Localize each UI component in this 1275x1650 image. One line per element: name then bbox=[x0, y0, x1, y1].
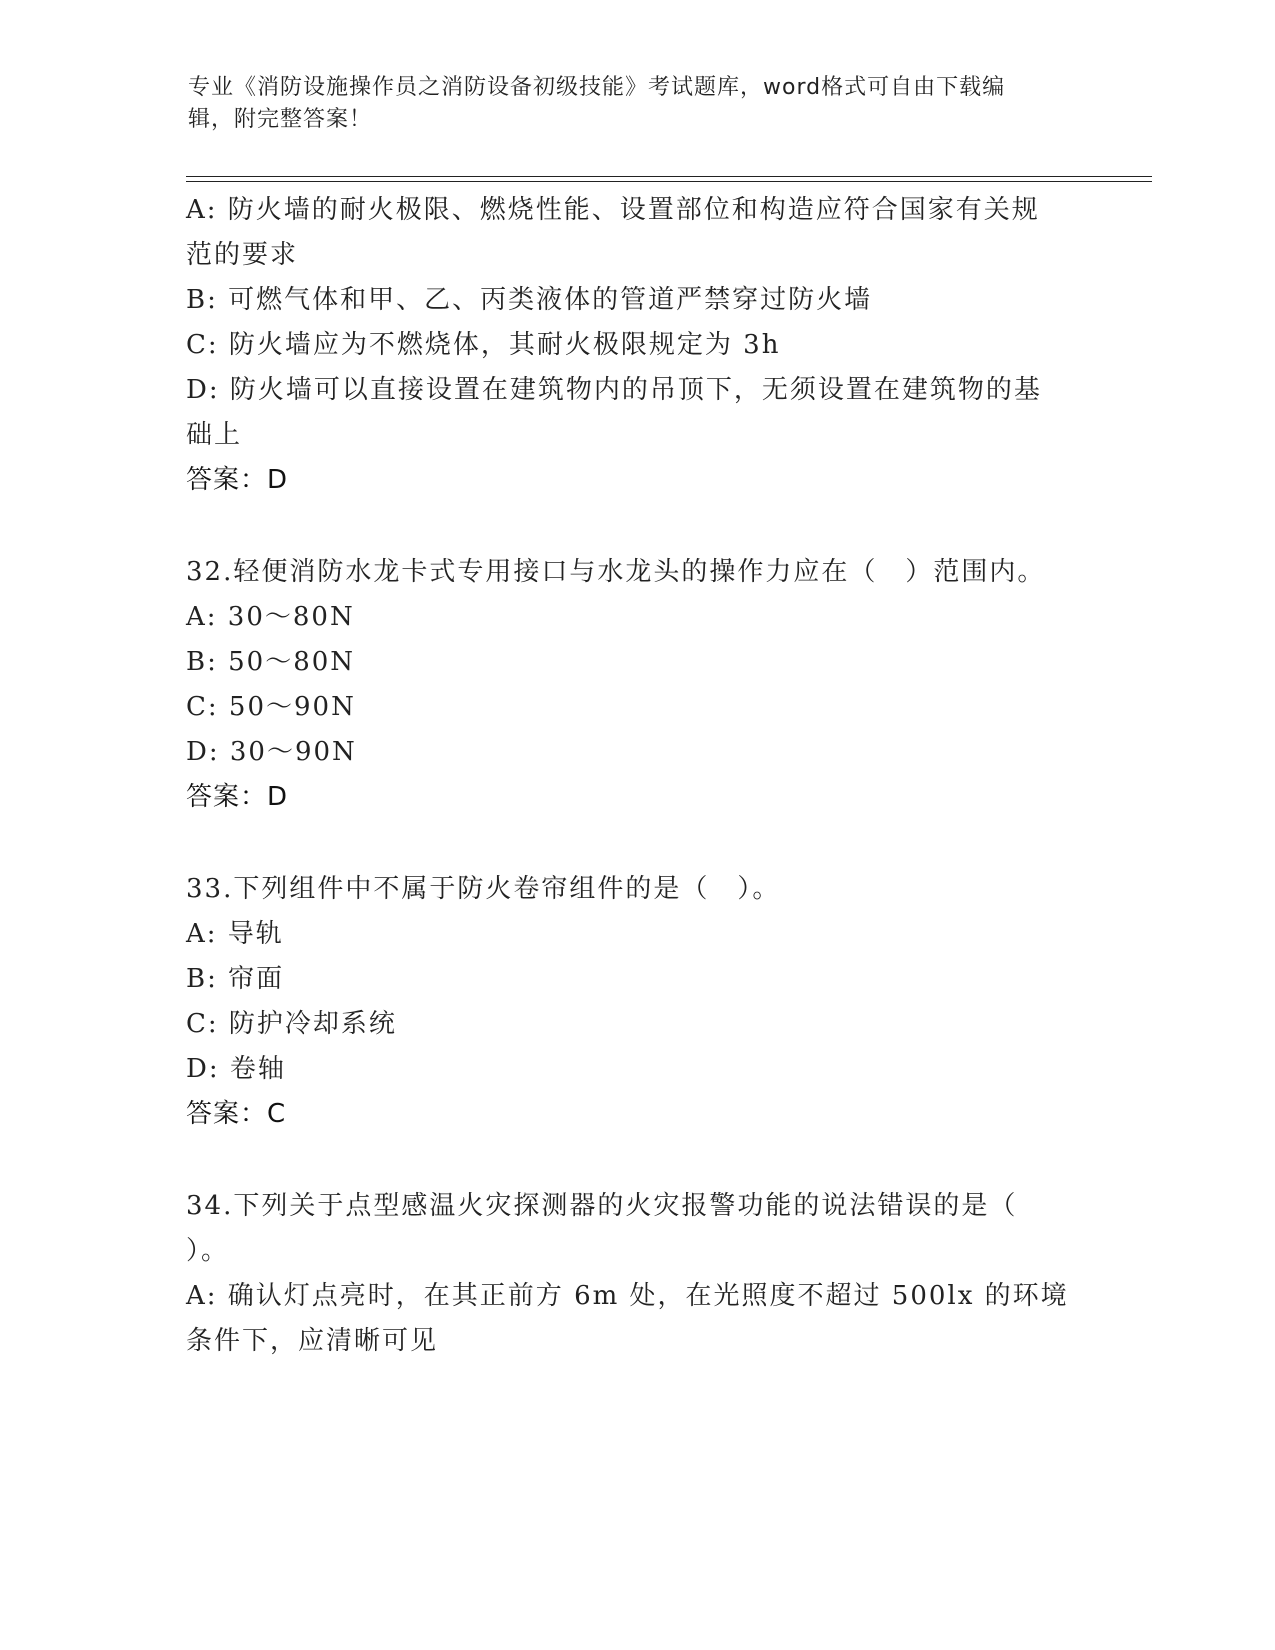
option-d-line-1: D: 防火墙可以直接设置在建筑物内的吊顶下，无须设置在建筑物的基 bbox=[186, 375, 1042, 405]
option-d: D: 卷轴 bbox=[186, 1054, 286, 1084]
question-list bbox=[186, 188, 1086, 1364]
answer: 答案：C bbox=[186, 1099, 287, 1129]
answer: 答案：D bbox=[186, 465, 289, 495]
question-text: 32.轻便消防水龙卡式专用接口与水龙头的操作力应在（ ）范围内。 bbox=[186, 557, 1046, 587]
header-divider-top bbox=[186, 176, 1152, 177]
option-a: A: 30～80N bbox=[186, 602, 355, 632]
option-a-line-2: 范的要求 bbox=[186, 240, 299, 270]
option-c: C: 50～90N bbox=[186, 692, 356, 722]
option-a-line-1: A: 防火墙的耐火极限、燃烧性能、设置部位和构造应符合国家有关规 bbox=[186, 195, 1040, 225]
question-32 bbox=[186, 550, 1086, 820]
option-a-line-2: 条件下，应清晰可见 bbox=[186, 1326, 439, 1356]
question-text-line-2: ）。 bbox=[186, 1236, 230, 1266]
option-a: A: 导轨 bbox=[186, 919, 284, 949]
question-34 bbox=[186, 1184, 1086, 1364]
question-text-line-1: 34.下列关于点型感温火灾探测器的火灾报警功能的说法错误的是（ bbox=[186, 1191, 1018, 1221]
option-c: C: 防火墙应为不燃烧体，其耐火极限规定为 3h bbox=[186, 330, 781, 360]
header-line-1: 专业《消防设施操作员之消防设备初级技能》考试题库，word格式可自由下载编 bbox=[188, 75, 1006, 100]
document-header bbox=[188, 72, 1068, 136]
option-a-line-1: A: 确认灯点亮时，在其正前方 6m 处，在光照度不超过 500lx 的环境 bbox=[186, 1281, 1069, 1311]
option-d-line-2: 础上 bbox=[186, 420, 243, 450]
option-b: B: 帘面 bbox=[186, 964, 285, 994]
question-33 bbox=[186, 867, 1086, 1137]
answer: 答案：D bbox=[186, 782, 289, 812]
option-b: B: 50～80N bbox=[186, 647, 356, 677]
option-d: D: 30～90N bbox=[186, 737, 357, 767]
question-31 bbox=[186, 188, 1086, 503]
option-b: B: 可燃气体和甲、乙、丙类液体的管道严禁穿过防火墙 bbox=[186, 285, 873, 315]
question-text: 33.下列组件中不属于防火卷帘组件的是（ ）。 bbox=[186, 874, 781, 904]
header-line-2: 辑，附完整答案！ bbox=[188, 107, 373, 132]
option-c: C: 防护冷却系统 bbox=[186, 1009, 397, 1039]
header-divider-bottom bbox=[186, 181, 1152, 182]
